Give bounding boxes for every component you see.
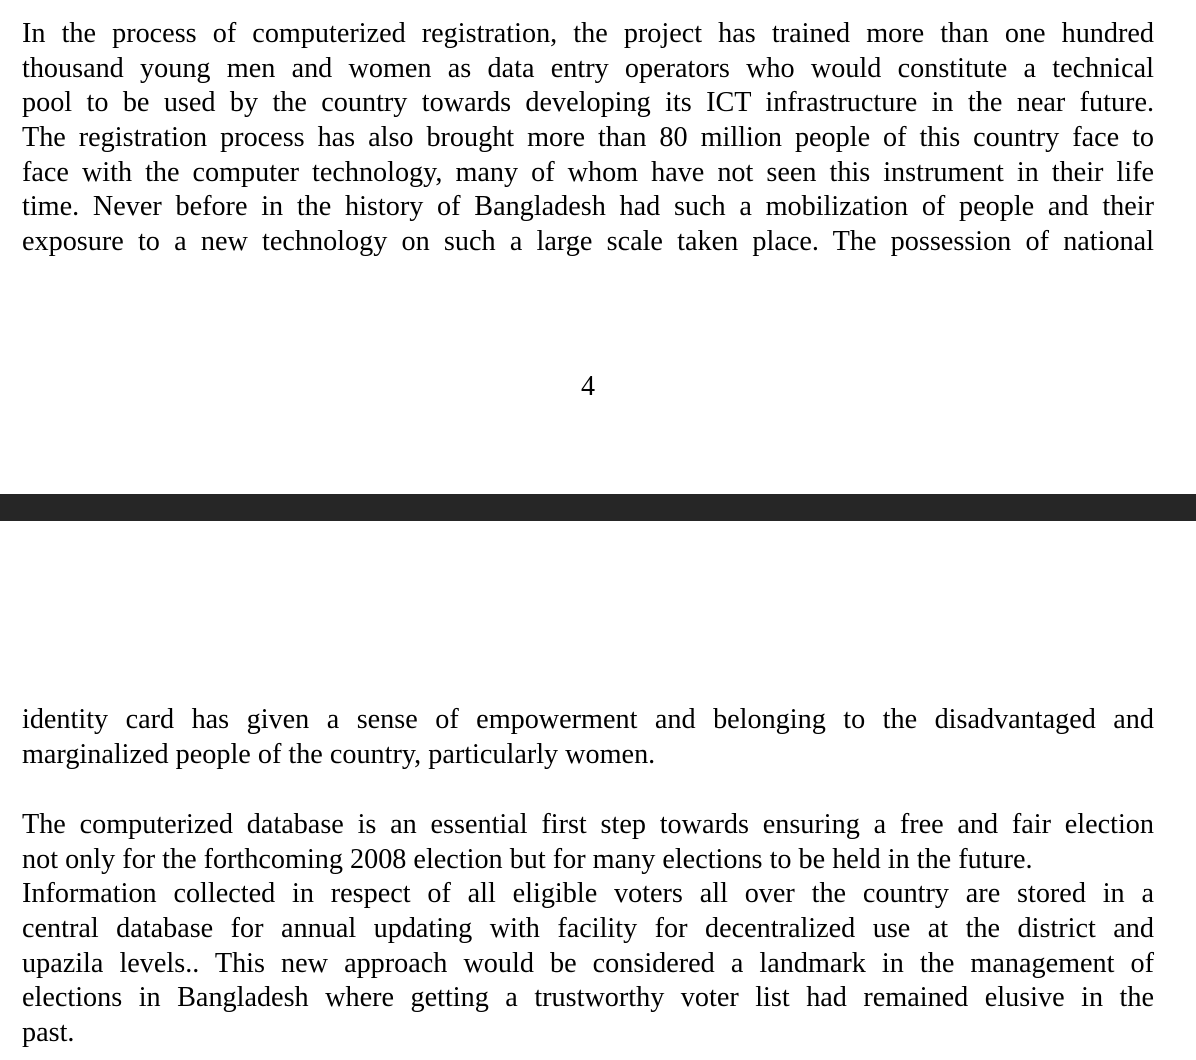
text-line: central database for annual updating with facility for decentralized use at the district and (22, 913, 1154, 945)
text-line: exposure to a new technology on such a large scale taken place. The possession of national (22, 226, 1154, 258)
text-line: thousand young men and women as data entry operators who would constitute a technical (22, 52, 1154, 84)
text-line: In the process of computerized registration, the project has trained more than one hundred (22, 18, 1154, 49)
text-line: identity card has given a sense of empowerment and belonging to the disadvantaged and (22, 704, 1154, 735)
text-line: Information collected in respect of all eligible voters all over the country are stored in a (22, 878, 1154, 910)
text-line: time. Never before in the history of Bangladesh had such a mobilization of people and their (22, 191, 1154, 223)
text-line: pool to be used by the country towards developing its ICT infrastructure in the near future. (22, 87, 1154, 119)
paragraph-computerized-database (22, 808, 1154, 1051)
text-line: not only for the forthcoming 2008 election but for many elections to be held in the future. (22, 843, 1033, 875)
text-line: upazila levels.. This new approach would be considered a landmark in the management of (22, 947, 1154, 979)
text-line: face with the computer technology, many of whom have not seen this instrument in their life (22, 156, 1154, 188)
paragraph-registration-training (22, 17, 1154, 260)
paragraph-continuation (22, 703, 1154, 772)
text-line: elections in Bangladesh where getting a trustworthy voter list had remained elusive in the (22, 982, 1154, 1014)
text-line: past. (22, 1017, 75, 1049)
page-separator (0, 494, 1196, 521)
text-line: marginalized people of the country, particularly women. (22, 738, 656, 770)
text-line: The computerized database is an essential first step towards ensuring a free and fair election (22, 809, 1154, 840)
text-line: The registration process has also brought more than 80 million people of this country face to (22, 122, 1154, 154)
page-number: 4 (581, 371, 595, 402)
